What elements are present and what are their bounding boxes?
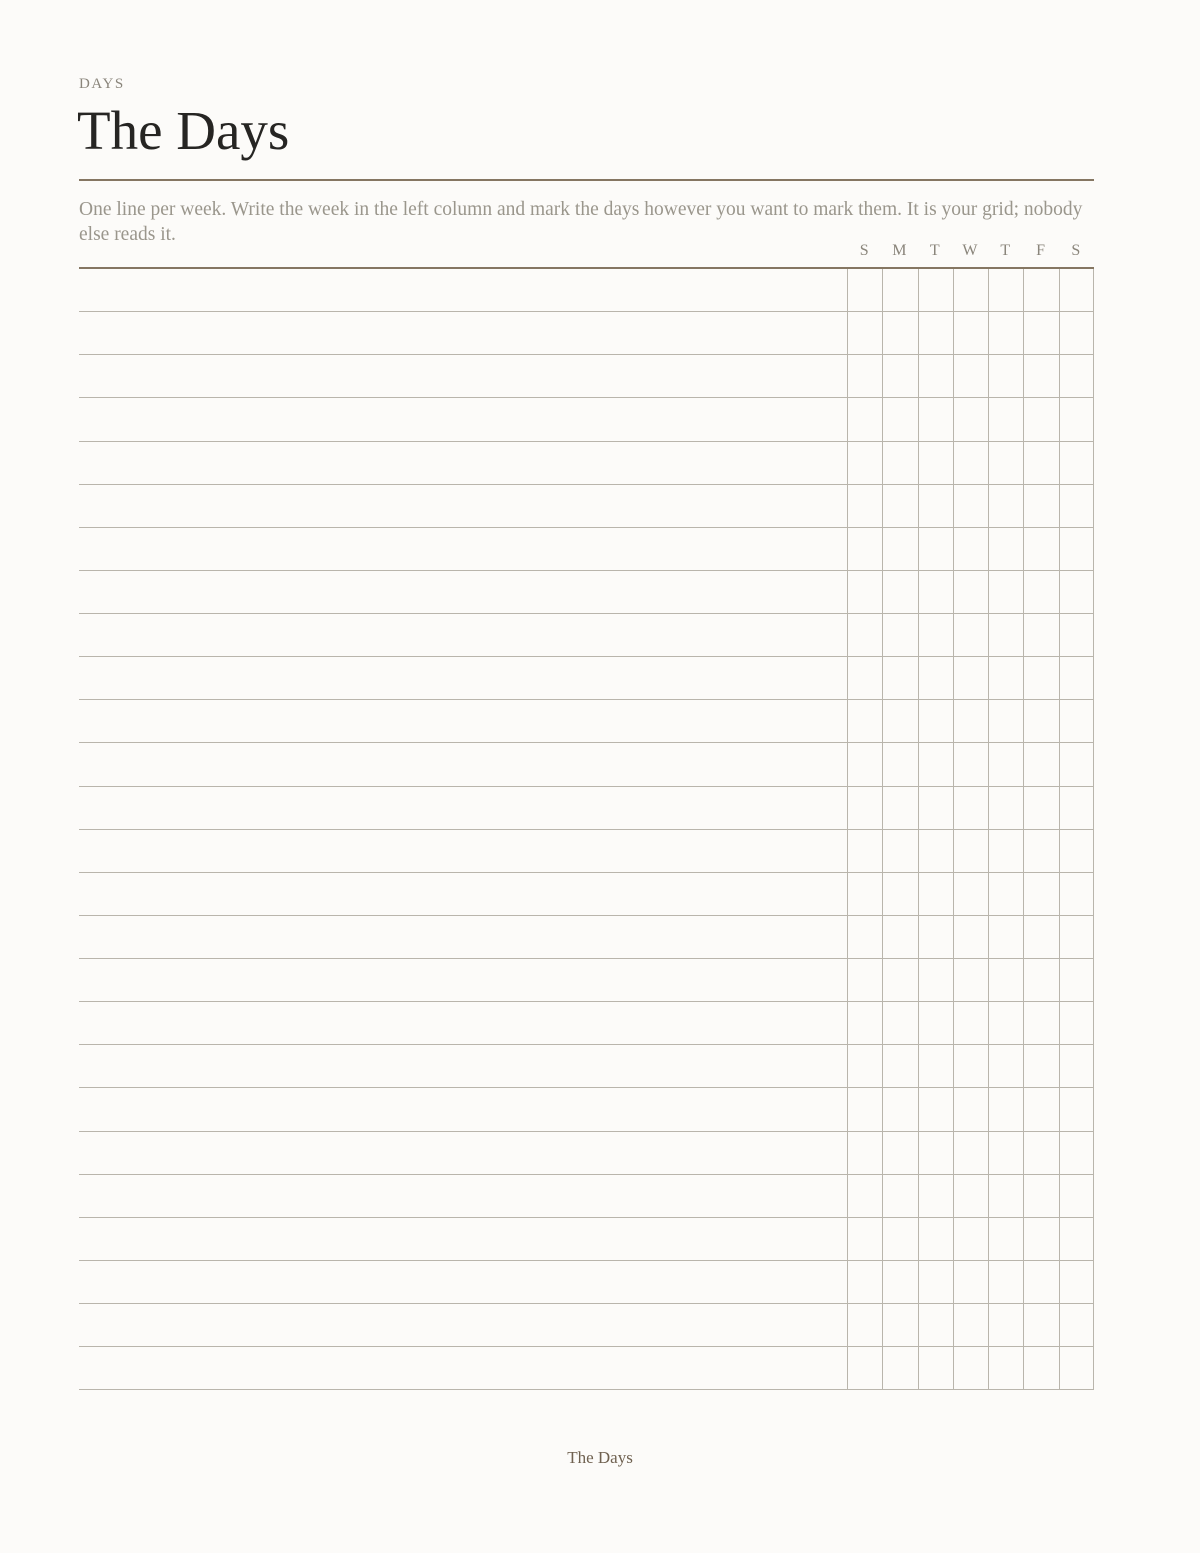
day-mark-cell[interactable] — [1023, 571, 1058, 613]
week-label-cell[interactable] — [79, 1218, 847, 1260]
day-mark-cell[interactable] — [847, 1347, 882, 1389]
week-label-cell[interactable] — [79, 355, 847, 397]
day-mark-cell[interactable] — [1023, 1347, 1058, 1389]
week-row — [79, 959, 1094, 1002]
day-mark-cell[interactable] — [1023, 1218, 1058, 1260]
week-label-cell[interactable] — [79, 1304, 847, 1346]
day-mark-cell[interactable] — [953, 700, 988, 742]
day-mark-cell[interactable] — [953, 1132, 988, 1174]
day-mark-cell[interactable] — [988, 1175, 1023, 1217]
day-mark-cell[interactable] — [1023, 528, 1058, 570]
page-title: The Days — [77, 100, 290, 161]
week-row — [79, 312, 1094, 355]
day-mark-cell[interactable] — [882, 571, 917, 613]
week-row — [79, 614, 1094, 657]
day-mark-cell[interactable] — [847, 1132, 882, 1174]
week-row — [79, 355, 1094, 398]
day-mark-cell[interactable] — [882, 1175, 917, 1217]
day-mark-cell[interactable] — [953, 571, 988, 613]
day-mark-cell[interactable] — [1023, 873, 1058, 915]
day-mark-cell[interactable] — [918, 787, 953, 829]
week-row — [79, 1088, 1094, 1131]
day-mark-cell[interactable] — [1059, 1132, 1094, 1174]
day-mark-cell[interactable] — [988, 614, 1023, 656]
day-mark-cell[interactable] — [882, 657, 917, 699]
day-header-sunday: S — [859, 242, 870, 259]
day-header-monday: M — [892, 242, 908, 259]
day-mark-cell[interactable] — [918, 1347, 953, 1389]
day-mark-cell[interactable] — [847, 571, 882, 613]
day-mark-cell[interactable] — [918, 959, 953, 1001]
day-mark-cell[interactable] — [988, 700, 1023, 742]
day-mark-cell[interactable] — [847, 1175, 882, 1217]
day-mark-cell[interactable] — [918, 1088, 953, 1130]
day-mark-cell[interactable] — [988, 916, 1023, 958]
week-row — [79, 1045, 1094, 1088]
day-mark-cell[interactable] — [882, 700, 917, 742]
day-mark-cell[interactable] — [882, 485, 917, 527]
day-mark-cell[interactable] — [918, 1132, 953, 1174]
day-mark-cell[interactable] — [953, 830, 988, 872]
day-mark-cell[interactable] — [847, 398, 882, 440]
day-mark-cell[interactable] — [1059, 1002, 1094, 1044]
day-mark-cell[interactable] — [1059, 1218, 1094, 1260]
week-label-cell[interactable] — [79, 657, 847, 699]
week-label-cell[interactable] — [79, 873, 847, 915]
day-mark-cell[interactable] — [1059, 312, 1094, 354]
day-mark-cell[interactable] — [918, 485, 953, 527]
day-mark-cell[interactable] — [953, 1175, 988, 1217]
day-mark-cell[interactable] — [988, 1045, 1023, 1087]
day-mark-cell[interactable] — [988, 1132, 1023, 1174]
day-header-thursday: T — [1000, 242, 1012, 259]
day-mark-cell[interactable] — [1023, 269, 1058, 311]
day-mark-cell[interactable] — [1059, 959, 1094, 1001]
day-mark-cell[interactable] — [1059, 1045, 1094, 1087]
day-mark-cell[interactable] — [1059, 1347, 1094, 1389]
day-mark-cell[interactable] — [1059, 743, 1094, 785]
day-mark-cell[interactable] — [847, 1088, 882, 1130]
day-mark-cell[interactable] — [953, 528, 988, 570]
day-mark-cell[interactable] — [988, 312, 1023, 354]
day-mark-cell[interactable] — [882, 873, 917, 915]
day-mark-cell[interactable] — [882, 1304, 917, 1346]
day-mark-cell[interactable] — [1023, 614, 1058, 656]
day-mark-cell[interactable] — [1023, 657, 1058, 699]
week-label-cell[interactable] — [79, 1261, 847, 1303]
week-label-cell[interactable] — [79, 700, 847, 742]
day-mark-cell[interactable] — [953, 1002, 988, 1044]
day-mark-cell[interactable] — [847, 657, 882, 699]
day-mark-cell[interactable] — [988, 571, 1023, 613]
day-mark-cell[interactable] — [988, 743, 1023, 785]
week-row — [79, 830, 1094, 873]
day-mark-cell[interactable] — [847, 700, 882, 742]
day-mark-cell[interactable] — [918, 873, 953, 915]
day-mark-cell[interactable] — [1059, 787, 1094, 829]
day-mark-cell[interactable] — [847, 1304, 882, 1346]
day-mark-cell[interactable] — [1059, 485, 1094, 527]
week-row — [79, 873, 1094, 916]
day-mark-cell[interactable] — [953, 873, 988, 915]
day-mark-cell[interactable] — [882, 743, 917, 785]
day-mark-cell[interactable] — [882, 269, 917, 311]
day-mark-cell[interactable] — [988, 830, 1023, 872]
day-mark-cell[interactable] — [918, 1045, 953, 1087]
day-mark-cell[interactable] — [918, 1002, 953, 1044]
week-label-cell[interactable] — [79, 312, 847, 354]
day-mark-cell[interactable] — [847, 959, 882, 1001]
day-mark-cell[interactable] — [1023, 442, 1058, 484]
day-mark-cell[interactable] — [882, 614, 917, 656]
day-mark-cell[interactable] — [988, 1304, 1023, 1346]
day-mark-cell[interactable] — [847, 1045, 882, 1087]
day-mark-cell[interactable] — [918, 528, 953, 570]
day-mark-cell[interactable] — [1023, 1002, 1058, 1044]
week-label-cell[interactable] — [79, 269, 847, 311]
day-mark-cell[interactable] — [1059, 269, 1094, 311]
day-mark-cell[interactable] — [1059, 398, 1094, 440]
day-mark-cell[interactable] — [847, 312, 882, 354]
title-divider — [79, 179, 1094, 181]
week-label-cell[interactable] — [79, 528, 847, 570]
intro-text: One line per week. Write the week in the left column and mark the days however you want to mark them. It is your grid; nobody else reads it. — [79, 199, 1083, 245]
week-label-cell[interactable] — [79, 916, 847, 958]
day-mark-cell[interactable] — [1023, 1175, 1058, 1217]
day-mark-cell[interactable] — [953, 1347, 988, 1389]
day-mark-cell[interactable] — [988, 1261, 1023, 1303]
week-row — [79, 787, 1094, 830]
day-mark-cell[interactable] — [882, 1218, 917, 1260]
day-mark-cell[interactable] — [918, 743, 953, 785]
day-mark-cell[interactable] — [1023, 1045, 1058, 1087]
day-mark-cell[interactable] — [847, 830, 882, 872]
day-mark-cell[interactable] — [918, 398, 953, 440]
day-mark-cell[interactable] — [882, 1088, 917, 1130]
day-mark-cell[interactable] — [918, 312, 953, 354]
week-label-cell[interactable] — [79, 830, 847, 872]
week-row — [79, 743, 1094, 786]
day-mark-cell[interactable] — [918, 657, 953, 699]
day-mark-cell[interactable] — [1023, 743, 1058, 785]
day-mark-cell[interactable] — [953, 485, 988, 527]
day-mark-cell[interactable] — [918, 269, 953, 311]
week-row — [79, 1304, 1094, 1347]
day-mark-cell[interactable] — [1059, 1088, 1094, 1130]
day-mark-cell[interactable] — [1059, 528, 1094, 570]
week-label-cell[interactable] — [79, 743, 847, 785]
day-mark-cell[interactable] — [882, 1261, 917, 1303]
day-mark-cell[interactable] — [988, 1218, 1023, 1260]
day-mark-cell[interactable] — [1023, 355, 1058, 397]
week-row — [79, 1132, 1094, 1175]
week-row — [79, 571, 1094, 614]
day-mark-cell[interactable] — [1059, 355, 1094, 397]
day-mark-cell[interactable] — [847, 916, 882, 958]
day-mark-cell[interactable] — [953, 959, 988, 1001]
day-mark-cell[interactable] — [1059, 873, 1094, 915]
day-mark-cell[interactable] — [1059, 1304, 1094, 1346]
week-row — [79, 657, 1094, 700]
week-label-cell[interactable] — [79, 1347, 847, 1389]
day-mark-cell[interactable] — [1059, 442, 1094, 484]
day-mark-cell[interactable] — [1023, 312, 1058, 354]
day-mark-cell[interactable] — [953, 916, 988, 958]
day-mark-cell[interactable] — [918, 700, 953, 742]
week-row — [79, 528, 1094, 571]
day-mark-cell[interactable] — [1059, 830, 1094, 872]
week-label-cell[interactable] — [79, 398, 847, 440]
day-mark-cell[interactable] — [1023, 787, 1058, 829]
day-mark-cell[interactable] — [847, 355, 882, 397]
week-row — [79, 1175, 1094, 1218]
week-label-cell[interactable] — [79, 1088, 847, 1130]
week-grid — [79, 269, 1094, 1390]
week-label-cell[interactable] — [79, 571, 847, 613]
day-header-row — [847, 242, 1094, 262]
day-mark-cell[interactable] — [882, 442, 917, 484]
day-mark-cell[interactable] — [918, 916, 953, 958]
day-mark-cell[interactable] — [918, 830, 953, 872]
day-mark-cell[interactable] — [847, 743, 882, 785]
day-mark-cell[interactable] — [847, 1218, 882, 1260]
day-mark-cell[interactable] — [988, 1347, 1023, 1389]
section-eyebrow: DAYS — [79, 76, 125, 92]
week-label-cell[interactable] — [79, 485, 847, 527]
week-label-cell[interactable] — [79, 959, 847, 1001]
week-row — [79, 1002, 1094, 1045]
week-row — [79, 916, 1094, 959]
day-mark-cell[interactable] — [1059, 571, 1094, 613]
day-mark-cell[interactable] — [1023, 398, 1058, 440]
day-mark-cell[interactable] — [953, 787, 988, 829]
day-mark-cell[interactable] — [882, 398, 917, 440]
week-row — [79, 269, 1094, 312]
week-label-cell[interactable] — [79, 1175, 847, 1217]
day-mark-cell[interactable] — [953, 1088, 988, 1130]
day-mark-cell[interactable] — [953, 1261, 988, 1303]
day-mark-cell[interactable] — [953, 614, 988, 656]
day-mark-cell[interactable] — [1059, 1261, 1094, 1303]
day-mark-cell[interactable] — [1059, 614, 1094, 656]
day-mark-cell[interactable] — [988, 398, 1023, 440]
week-row — [79, 1261, 1094, 1304]
day-mark-cell[interactable] — [918, 571, 953, 613]
week-row — [79, 1218, 1094, 1261]
week-label-cell[interactable] — [79, 787, 847, 829]
day-mark-cell[interactable] — [882, 528, 917, 570]
day-mark-cell[interactable] — [1023, 700, 1058, 742]
day-mark-cell[interactable] — [882, 1045, 917, 1087]
day-header-saturday: S — [1071, 242, 1082, 259]
day-mark-cell[interactable] — [988, 528, 1023, 570]
day-mark-cell[interactable] — [847, 1002, 882, 1044]
week-label-cell[interactable] — [79, 1045, 847, 1087]
day-mark-cell[interactable] — [918, 1304, 953, 1346]
day-mark-cell[interactable] — [1059, 657, 1094, 699]
day-mark-cell[interactable] — [1023, 830, 1058, 872]
week-label-cell[interactable] — [79, 1002, 847, 1044]
day-mark-cell[interactable] — [1023, 485, 1058, 527]
day-mark-cell[interactable] — [988, 873, 1023, 915]
day-header-tuesday: T — [929, 242, 941, 259]
day-mark-cell[interactable] — [847, 485, 882, 527]
day-mark-cell[interactable] — [953, 743, 988, 785]
day-mark-cell[interactable] — [953, 398, 988, 440]
day-mark-cell[interactable] — [918, 355, 953, 397]
day-mark-cell[interactable] — [1023, 916, 1058, 958]
day-mark-cell[interactable] — [988, 355, 1023, 397]
day-mark-cell[interactable] — [1059, 700, 1094, 742]
day-mark-cell[interactable] — [1023, 1132, 1058, 1174]
week-row — [79, 1347, 1094, 1390]
week-row — [79, 700, 1094, 743]
day-mark-cell[interactable] — [1023, 959, 1058, 1001]
week-row — [79, 398, 1094, 441]
day-mark-cell[interactable] — [918, 614, 953, 656]
week-label-cell[interactable] — [79, 614, 847, 656]
day-mark-cell[interactable] — [1023, 1088, 1058, 1130]
day-header-friday: F — [1036, 242, 1046, 259]
day-mark-cell[interactable] — [988, 485, 1023, 527]
day-mark-cell[interactable] — [953, 355, 988, 397]
day-mark-cell[interactable] — [847, 614, 882, 656]
day-mark-cell[interactable] — [1023, 1304, 1058, 1346]
day-mark-cell[interactable] — [847, 269, 882, 311]
day-mark-cell[interactable] — [953, 657, 988, 699]
day-mark-cell[interactable] — [847, 528, 882, 570]
day-mark-cell[interactable] — [918, 1218, 953, 1260]
week-row — [79, 485, 1094, 528]
day-mark-cell[interactable] — [882, 355, 917, 397]
day-mark-cell[interactable] — [988, 1088, 1023, 1130]
day-mark-cell[interactable] — [953, 1304, 988, 1346]
page-footer: The Days — [567, 1448, 633, 1467]
day-mark-cell[interactable] — [988, 787, 1023, 829]
day-mark-cell[interactable] — [953, 312, 988, 354]
day-mark-cell[interactable] — [953, 1218, 988, 1260]
day-mark-cell[interactable] — [1023, 1261, 1058, 1303]
day-mark-cell[interactable] — [847, 1261, 882, 1303]
day-mark-cell[interactable] — [882, 1002, 917, 1044]
day-mark-cell[interactable] — [918, 442, 953, 484]
day-mark-cell[interactable] — [953, 442, 988, 484]
day-mark-cell[interactable] — [918, 1261, 953, 1303]
day-mark-cell[interactable] — [988, 269, 1023, 311]
week-label-cell[interactable] — [79, 1132, 847, 1174]
day-mark-cell[interactable] — [918, 1175, 953, 1217]
day-mark-cell[interactable] — [953, 269, 988, 311]
day-mark-cell[interactable] — [988, 657, 1023, 699]
day-header-wednesday: W — [962, 242, 979, 259]
day-mark-cell[interactable] — [988, 1002, 1023, 1044]
week-label-cell[interactable] — [79, 442, 847, 484]
week-row — [79, 442, 1094, 485]
day-mark-cell[interactable] — [847, 787, 882, 829]
day-mark-cell[interactable] — [882, 787, 917, 829]
day-mark-cell[interactable] — [882, 830, 917, 872]
day-mark-cell[interactable] — [1059, 916, 1094, 958]
day-mark-cell[interactable] — [882, 959, 917, 1001]
day-mark-cell[interactable] — [988, 442, 1023, 484]
day-mark-cell[interactable] — [953, 1045, 988, 1087]
day-mark-cell[interactable] — [988, 959, 1023, 1001]
day-mark-cell[interactable] — [847, 442, 882, 484]
day-mark-cell[interactable] — [882, 1132, 917, 1174]
day-mark-cell[interactable] — [1059, 1175, 1094, 1217]
day-mark-cell[interactable] — [847, 873, 882, 915]
day-mark-cell[interactable] — [882, 312, 917, 354]
day-mark-cell[interactable] — [882, 916, 917, 958]
day-mark-cell[interactable] — [882, 1347, 917, 1389]
